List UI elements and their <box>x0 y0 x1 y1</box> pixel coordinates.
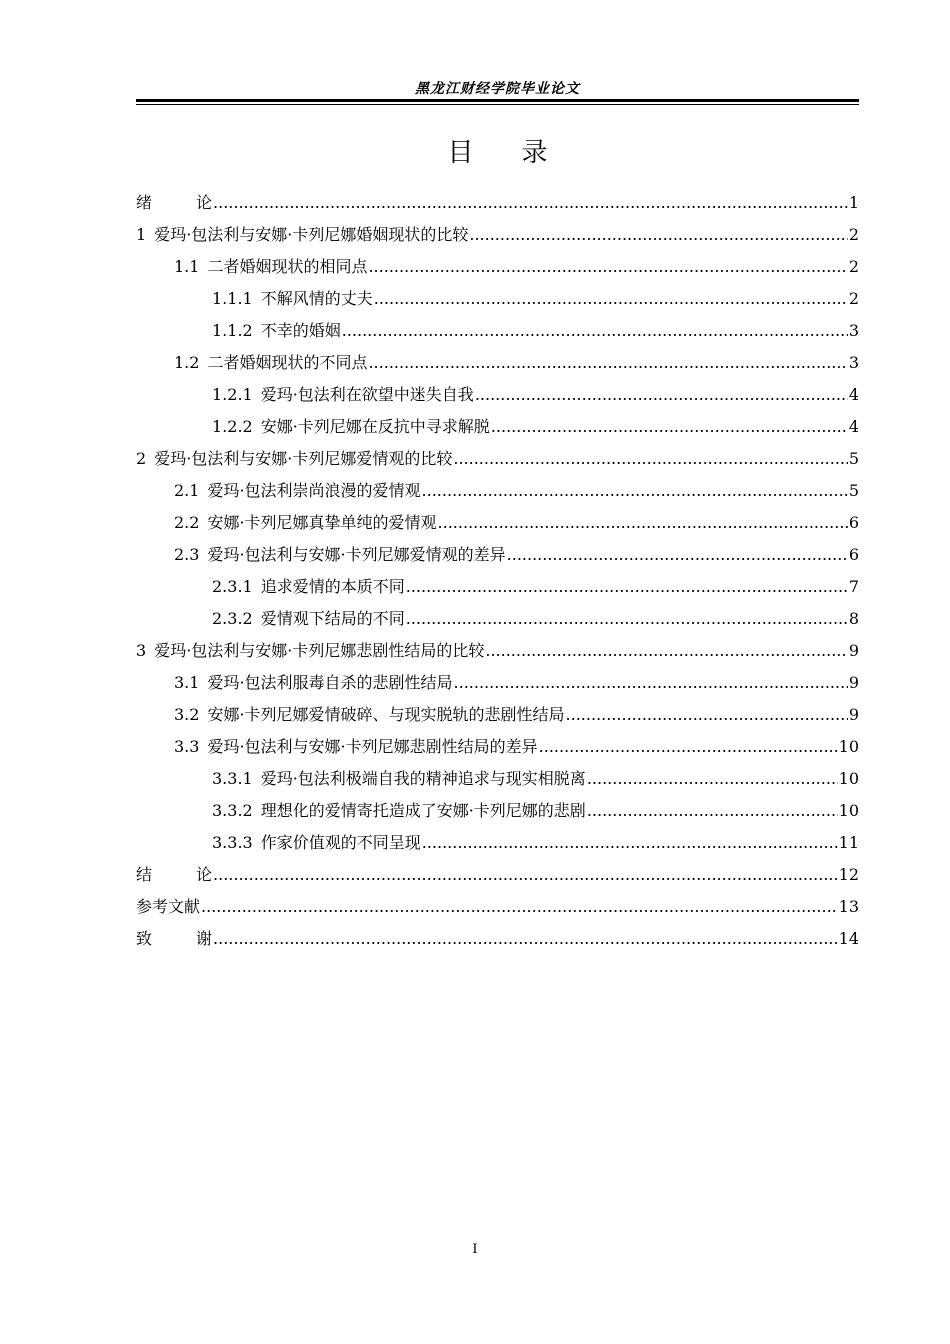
toc-entry-label: 结 论 <box>136 865 213 884</box>
toc-section-number: 3 <box>136 641 147 660</box>
toc-leader-dots <box>368 257 847 276</box>
toc-entry[interactable] <box>136 702 859 734</box>
toc-page-number: 2 <box>848 257 859 276</box>
toc-entry-label: 爱玛·包法利服毒自杀的悲剧性结局 <box>207 673 453 692</box>
toc-leader-dots <box>342 321 848 340</box>
running-header-title: 黑龙江财经学院毕业论文 <box>415 81 580 97</box>
toc-page-number: 13 <box>838 897 859 916</box>
toc-entry-label: 不解风情的丈夫 <box>260 289 373 308</box>
toc-page-number: 10 <box>838 737 859 756</box>
toc-leader-dots <box>485 641 847 660</box>
toc-page-number: 6 <box>848 545 859 564</box>
toc-entry-label: 爱玛·包法利与安娜·卡列尼娜悲剧性结局的比较 <box>154 641 485 660</box>
toc-page-number: 9 <box>848 673 859 692</box>
toc-page-number: 6 <box>848 513 859 532</box>
toc-page-number: 10 <box>838 801 859 820</box>
toc-entry[interactable] <box>136 830 859 862</box>
toc-entry-label: 安娜·卡列尼娜爱情破碎、与现实脱轨的悲剧性结局 <box>207 705 565 724</box>
toc-entry-label: 不幸的婚姻 <box>260 321 341 340</box>
toc-entry[interactable] <box>136 350 859 382</box>
toc-entry-label: 安娜·卡列尼娜真挚单纯的爱情观 <box>207 513 437 532</box>
toc-page-number: 8 <box>848 609 859 628</box>
toc-page-number: 3 <box>848 321 859 340</box>
toc-leader-dots <box>422 481 848 500</box>
toc-leader-dots <box>453 449 847 468</box>
toc-leader-dots <box>454 673 848 692</box>
toc-page-number: 14 <box>838 929 859 948</box>
toc-entry-label: 追求爱情的本质不同 <box>260 577 405 596</box>
toc-section-number: 3.3.1 <box>212 769 253 788</box>
toc-leader-dots <box>587 801 838 820</box>
toc-entry[interactable] <box>136 638 859 670</box>
toc-section-number: 1.1.2 <box>212 321 253 340</box>
toc-entry[interactable] <box>136 510 859 542</box>
toc-page-number: 9 <box>848 705 859 724</box>
toc-page-number: 5 <box>848 449 859 468</box>
toc-page-number: 3 <box>848 353 859 372</box>
toc-section-number: 2.3 <box>174 545 200 564</box>
toc-entry-label: 爱情观下结局的不同 <box>260 609 405 628</box>
toc-entry[interactable] <box>136 446 859 478</box>
table-of-contents <box>136 190 859 958</box>
toc-leader-dots <box>406 577 848 596</box>
toc-section-number: 2.2 <box>174 513 200 532</box>
toc-entry[interactable] <box>136 766 859 798</box>
toc-page-number: 7 <box>848 577 859 596</box>
toc-section-number: 3.3.2 <box>212 801 253 820</box>
toc-entry-label: 参考文献 <box>136 897 201 916</box>
toc-leader-dots <box>539 737 838 756</box>
toc-page-number: 2 <box>848 289 859 308</box>
toc-page-number: 11 <box>838 833 859 852</box>
toc-entry[interactable] <box>136 926 859 958</box>
toc-entry[interactable] <box>136 254 859 286</box>
toc-entry-label: 致 谢 <box>136 929 213 948</box>
toc-leader-dots <box>201 897 838 916</box>
toc-entry[interactable] <box>136 414 859 446</box>
toc-entry-label: 爱玛·包法利与安娜·卡列尼娜爱情观的差异 <box>207 545 506 564</box>
toc-page-number: 12 <box>838 865 859 884</box>
toc-section-number: 1.2.2 <box>212 417 253 436</box>
toc-section-number: 3.1 <box>174 673 200 692</box>
toc-entry[interactable] <box>136 190 859 222</box>
toc-leader-dots <box>507 545 848 564</box>
toc-page-number: 5 <box>848 481 859 500</box>
toc-entry-label: 爱玛·包法利与安娜·卡列尼娜爱情观的比较 <box>154 449 453 468</box>
toc-entry-label: 安娜·卡列尼娜在反抗中寻求解脱 <box>260 417 490 436</box>
toc-page-number: 4 <box>848 417 859 436</box>
toc-section-number: 3.3.3 <box>212 833 253 852</box>
toc-entry[interactable] <box>136 542 859 574</box>
toc-leader-dots <box>213 865 838 884</box>
toc-section-number: 3.2 <box>174 705 200 724</box>
toc-leader-dots <box>438 513 848 532</box>
toc-entry-label: 爱玛·包法利崇尚浪漫的爱情观 <box>207 481 421 500</box>
toc-leader-dots <box>422 833 838 852</box>
toc-section-number: 1.1.1 <box>212 289 253 308</box>
toc-leader-dots <box>406 609 848 628</box>
toc-entry[interactable] <box>136 894 859 926</box>
toc-entry-label: 绪 论 <box>136 193 213 212</box>
toc-page-number: 9 <box>848 641 859 660</box>
toc-section-number: 3.3 <box>174 737 200 756</box>
toc-entry-label: 爱玛·包法利与安娜·卡列尼娜悲剧性结局的差异 <box>207 737 538 756</box>
toc-leader-dots <box>368 353 847 372</box>
toc-entry[interactable] <box>136 478 859 510</box>
toc-leader-dots <box>566 705 848 724</box>
toc-entry-label: 二者婚姻现状的不同点 <box>207 353 368 372</box>
toc-entry-label: 爱玛·包法利与安娜·卡列尼娜婚姻现状的比较 <box>154 225 469 244</box>
toc-page-number: 2 <box>848 225 859 244</box>
toc-entry[interactable] <box>136 286 859 318</box>
toc-section-number: 2.3.2 <box>212 609 253 628</box>
toc-section-number: 2 <box>136 449 147 468</box>
toc-leader-dots <box>491 417 848 436</box>
toc-leader-dots <box>475 385 848 404</box>
toc-entry[interactable] <box>136 318 859 350</box>
footer-page-number: I <box>472 1242 478 1257</box>
toc-page-number: 10 <box>838 769 859 788</box>
toc-page-number: 4 <box>848 385 859 404</box>
toc-leader-dots <box>469 225 847 244</box>
toc-entry-label: 理想化的爱情寄托造成了安娜·卡列尼娜的悲剧 <box>260 801 586 820</box>
toc-entry-label: 爱玛·包法利极端自我的精神追求与现实相脱离 <box>260 769 586 788</box>
toc-entry-label: 作家价值观的不同呈现 <box>260 833 421 852</box>
toc-section-number: 1.2 <box>174 353 200 372</box>
toc-entry[interactable] <box>136 798 859 830</box>
toc-entry[interactable] <box>136 382 859 414</box>
toc-page-number: 1 <box>848 193 859 212</box>
toc-entry[interactable] <box>136 734 859 766</box>
toc-leader-dots <box>213 929 838 948</box>
toc-entry[interactable] <box>136 606 859 638</box>
header-rule-thick <box>136 99 859 102</box>
toc-leader-dots <box>213 193 848 212</box>
toc-entry-label: 爱玛·包法利在欲望中迷失自我 <box>260 385 474 404</box>
toc-section-number: 1.1 <box>174 257 200 276</box>
toc-entry[interactable] <box>136 574 859 606</box>
toc-entry-label: 二者婚姻现状的相同点 <box>207 257 368 276</box>
toc-entry[interactable] <box>136 222 859 254</box>
toc-heading: 目录 <box>447 138 596 168</box>
toc-section-number: 2.1 <box>174 481 200 500</box>
toc-leader-dots <box>374 289 848 308</box>
toc-entry[interactable] <box>136 862 859 894</box>
toc-leader-dots <box>587 769 838 788</box>
header-rule-thin <box>136 104 859 105</box>
toc-section-number: 1.2.1 <box>212 385 253 404</box>
toc-section-number: 2.3.1 <box>212 577 253 596</box>
toc-section-number: 1 <box>136 225 147 244</box>
toc-entry[interactable] <box>136 670 859 702</box>
